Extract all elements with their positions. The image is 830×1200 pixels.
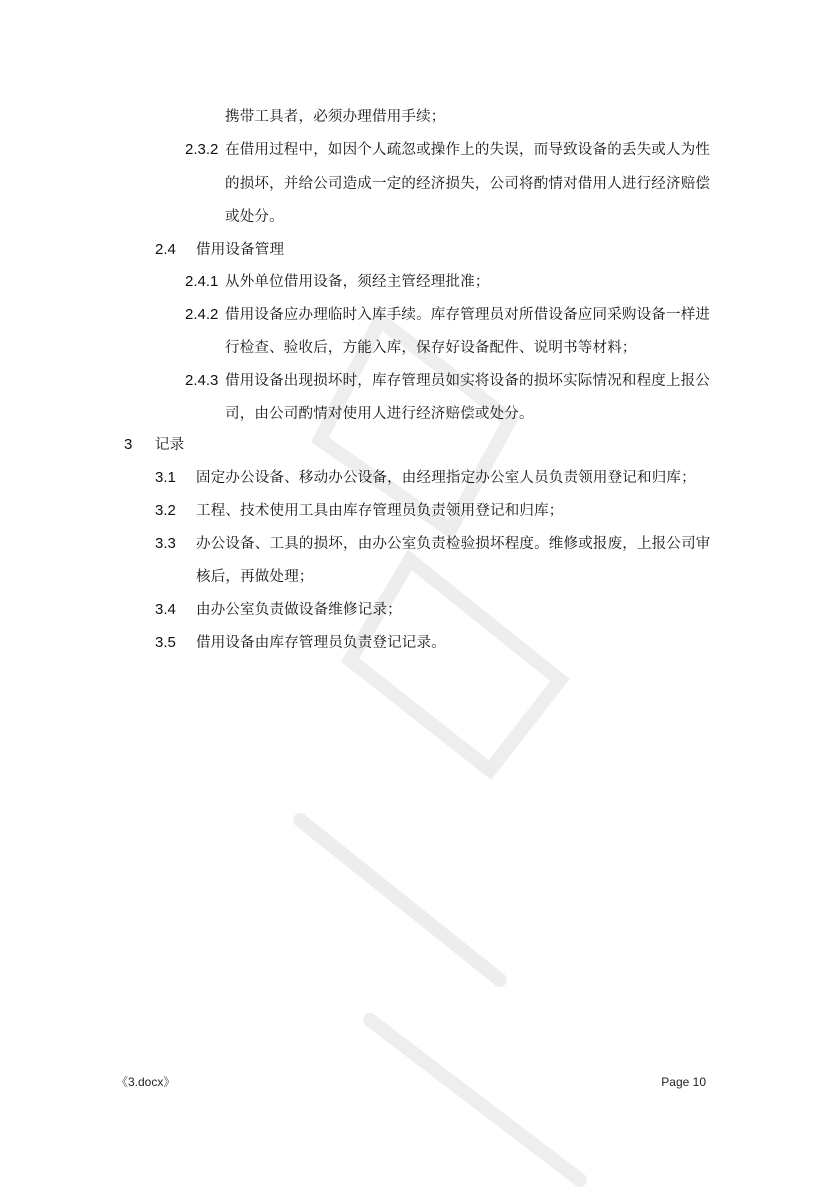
section-number-2-4-1: 2.4.1	[185, 273, 219, 290]
section-title-3: 记录	[155, 437, 185, 453]
section-number-2-4-3: 2.4.3	[185, 372, 219, 389]
para-3-3-line-2: 核后，再做处理；	[196, 569, 314, 585]
section-number-2-4: 2.4	[155, 241, 176, 258]
section-number-2-4-2: 2.4.2	[185, 306, 219, 323]
para-2-3-2-line-1: 在借用过程中，如因个人疏忽或操作上的失误，而导致设备的丢失或人为性	[225, 142, 711, 158]
para-2-3-2-line-2: 的损坏，并给公司造成一定的经济损失，公司将酌情对借用人进行经济赔偿	[225, 176, 711, 192]
para-3-5-line-1: 借用设备由库存管理员负责登记记录。	[196, 635, 446, 651]
para-2-3-1-continuation: 携带工具者，必须办理借用手续；	[225, 109, 446, 125]
para-2-3-2-line-3: 或处分。	[225, 209, 284, 225]
section-number-3-1: 3.1	[155, 469, 176, 486]
footer-page-number: Page 10	[661, 1075, 706, 1089]
section-number-3-3: 3.3	[155, 535, 176, 552]
para-2-4-2-line-1: 借用设备应办理临时入库手续。库存管理员对所借设备应同采购设备一样进	[225, 307, 711, 323]
section-number-3: 3	[124, 436, 133, 453]
para-3-1-line-1: 固定办公设备、移动办公设备，由经理指定办公室人员负责领用登记和归库；	[196, 470, 696, 486]
para-3-3-line-1: 办公设备、工具的损坏，由办公室负责检验损坏程度。维修或报废，上报公司审	[196, 536, 711, 552]
para-3-4-line-1: 由办公室负责做设备维修记录；	[196, 602, 402, 618]
watermark-stamp	[260, 300, 620, 1200]
para-3-2-line-1: 工程、技术使用工具由库存管理员负责领用登记和归库；	[196, 503, 564, 519]
para-2-4-3-line-2: 司，由公司酌情对使用人进行经济赔偿或处分。	[225, 406, 534, 422]
section-title-2-4: 借用设备管理	[196, 242, 285, 258]
section-number-2-3-2: 2.3.2	[185, 141, 219, 158]
para-2-4-2-line-2: 行检查、验收后，方能入库，保存好设备配件、说明书等材料；	[225, 340, 637, 356]
section-number-3-5: 3.5	[155, 634, 176, 651]
para-2-4-1-line-1: 从外单位借用设备，须经主管经理批准；	[225, 274, 490, 290]
para-2-4-3-line-1: 借用设备出现损坏时，库存管理员如实将设备的损坏实际情况和程度上报公	[225, 373, 711, 389]
section-number-3-2: 3.2	[155, 502, 176, 519]
footer-filename: 《3.docx》	[116, 1075, 176, 1089]
section-number-3-4: 3.4	[155, 601, 176, 618]
